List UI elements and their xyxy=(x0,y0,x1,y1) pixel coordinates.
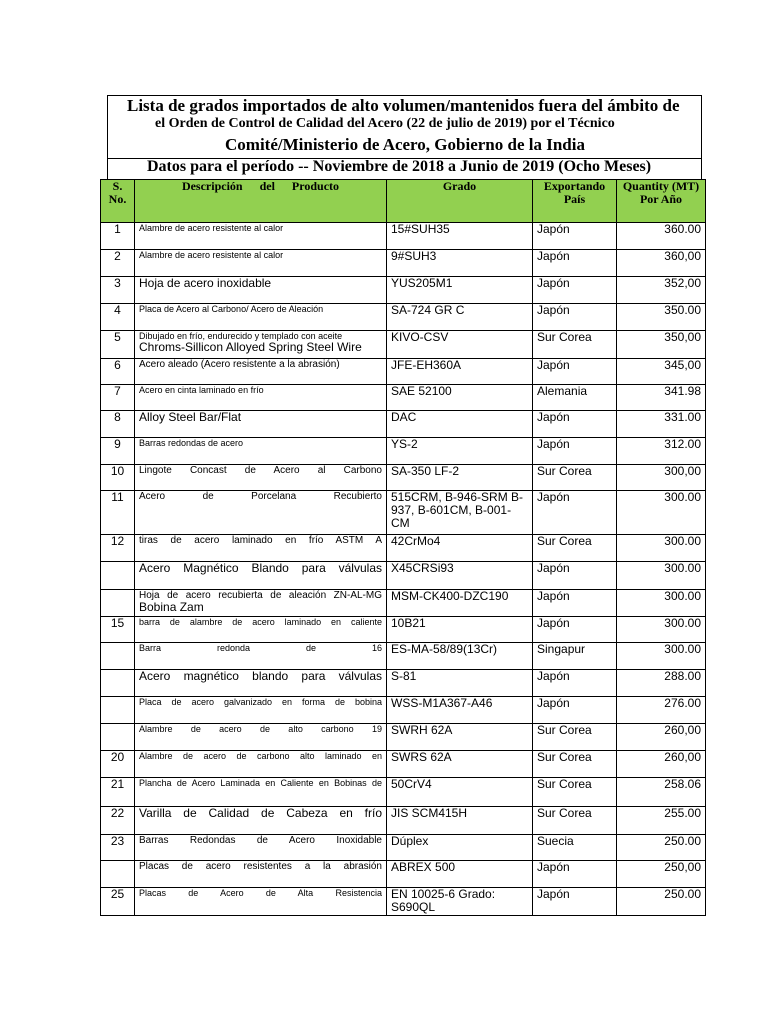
cell-country: Sur Corea xyxy=(533,778,617,807)
cell-country: Japón xyxy=(533,697,617,724)
cell-country: Japón xyxy=(533,888,617,916)
cell-quantity: 255.00 xyxy=(617,807,706,835)
cell-country: Japón xyxy=(533,617,617,643)
cell-description xyxy=(135,331,387,359)
description-text: Placa de Acero al Carbono/ Acero de Aleación xyxy=(139,304,324,314)
cell-quantity: 260,00 xyxy=(617,724,706,751)
description-text: tiras de acero laminado en frío ASTM A xyxy=(139,535,382,546)
cell-quantity: 352,00 xyxy=(617,277,706,304)
cell-description xyxy=(135,438,387,465)
description-text: Acero aleado (Acero resistente a la abrasión) xyxy=(139,359,340,370)
table-row xyxy=(101,643,706,670)
cell-description xyxy=(135,861,387,888)
cell-description xyxy=(135,491,387,535)
cell-country: Alemania xyxy=(533,385,617,411)
cell-grade: SWRS 62A xyxy=(387,751,533,778)
cell-quantity: 258.06 xyxy=(617,778,706,807)
description-text: Barra redonda de 16 xyxy=(139,643,382,653)
cell-country: Japón xyxy=(533,438,617,465)
cell-sno: 6 xyxy=(101,359,135,385)
col-header-grade: Grado xyxy=(387,180,533,223)
cell-sno: 22 xyxy=(101,807,135,835)
cell-grade: 10B21 xyxy=(387,617,533,643)
col-header-description: Descripción del Producto xyxy=(135,180,387,223)
description-text: Alloy Steel Bar/Flat xyxy=(139,410,242,424)
cell-country: Sur Corea xyxy=(533,807,617,835)
cell-quantity: 350.00 xyxy=(617,304,706,331)
cell-quantity: 360,00 xyxy=(617,250,706,277)
table-row xyxy=(101,670,706,697)
header-line-2: el Orden de Control de Calidad del Acero (22 de julio de 2019) por el Técnico xyxy=(155,116,615,131)
cell-country: Sur Corea xyxy=(533,724,617,751)
cell-sno: 15 xyxy=(101,617,135,643)
cell-sno: 21 xyxy=(101,778,135,807)
cell-country: Japón xyxy=(533,359,617,385)
table-row xyxy=(101,411,706,438)
cell-grade: 9#SUH3 xyxy=(387,250,533,277)
cell-quantity: 250.00 xyxy=(617,835,706,861)
table-header-row xyxy=(101,180,706,223)
cell-sno: 1 xyxy=(101,223,135,250)
cell-grade: KIVO-CSV xyxy=(387,331,533,359)
cell-grade: 15#SUH35 xyxy=(387,223,533,250)
cell-sno xyxy=(101,670,135,697)
cell-sno: 20 xyxy=(101,751,135,778)
cell-quantity: 331.00 xyxy=(617,411,706,438)
table-row xyxy=(101,535,706,562)
cell-country: Japón xyxy=(533,670,617,697)
cell-sno xyxy=(101,562,135,590)
table-row xyxy=(101,835,706,861)
description-text: Alambre de acero de alto carbono 19 xyxy=(139,724,382,734)
cell-sno xyxy=(101,724,135,751)
cell-sno: 25 xyxy=(101,888,135,916)
cell-country: Japón xyxy=(533,562,617,590)
cell-sno: 5 xyxy=(101,331,135,359)
description-text: barra de alambre de acero laminado en caliente xyxy=(139,617,382,627)
header-line-4: Datos para el período -- Noviembre de 2018 a Junio de 2019 (Ocho Meses) xyxy=(147,158,652,175)
cell-description xyxy=(135,807,387,835)
cell-description xyxy=(135,590,387,617)
cell-grade: SA-350 LF-2 xyxy=(387,465,533,491)
cell-country: Suecia xyxy=(533,835,617,861)
cell-quantity: 260,00 xyxy=(617,751,706,778)
col-header-country: Exportando País xyxy=(533,180,617,223)
table-row xyxy=(101,861,706,888)
cell-quantity: 350,00 xyxy=(617,331,706,359)
cell-quantity: 345,00 xyxy=(617,359,706,385)
cell-grade: SWRH 62A xyxy=(387,724,533,751)
cell-country: Japón xyxy=(533,304,617,331)
cell-grade: WSS-M1A367-A46 xyxy=(387,697,533,724)
description-text-continued: Chroms-Sillicon Alloyed Spring Steel Wire xyxy=(139,340,362,354)
cell-description xyxy=(135,277,387,304)
description-text: Placas de Acero de Alta Resistencia xyxy=(139,888,382,898)
description-text: Alambre de acero resistente al calor xyxy=(139,223,284,233)
cell-description xyxy=(135,751,387,778)
cell-country: Japón xyxy=(533,861,617,888)
cell-sno xyxy=(101,643,135,670)
cell-grade: SAE 52100 xyxy=(387,385,533,411)
cell-grade: ES-MA-58/89(13Cr) xyxy=(387,643,533,670)
cell-description xyxy=(135,465,387,491)
header-line-3: Comité/Ministerio de Acero, Gobierno de la India xyxy=(225,135,585,154)
cell-description xyxy=(135,304,387,331)
cell-quantity: 288.00 xyxy=(617,670,706,697)
cell-description xyxy=(135,888,387,916)
cell-sno: 11 xyxy=(101,491,135,535)
description-text: Placas de acero resistentes a la abrasión xyxy=(139,861,382,872)
description-text: Acero en cinta laminado en frío xyxy=(139,385,264,395)
description-text: Hoja de acero recubierta de aleación ZN-AL-MG xyxy=(139,590,382,601)
cell-sno: 9 xyxy=(101,438,135,465)
description-text: Barras Redondas de Acero Inoxidable xyxy=(139,835,382,846)
table-row xyxy=(101,331,706,359)
cell-grade: 515CRM, B-946-SRM B-937, B-601CM, B-001-CM xyxy=(387,491,533,535)
table-row xyxy=(101,617,706,643)
cell-grade: DAC xyxy=(387,411,533,438)
table-row xyxy=(101,277,706,304)
cell-grade: Dúplex xyxy=(387,835,533,861)
table-row xyxy=(101,562,706,590)
description-text: Placa de acero galvanizado en forma de bobina xyxy=(139,697,382,707)
cell-sno: 23 xyxy=(101,835,135,861)
cell-quantity: 312.00 xyxy=(617,438,706,465)
cell-country: Sur Corea xyxy=(533,331,617,359)
cell-description xyxy=(135,385,387,411)
table-row xyxy=(101,751,706,778)
grades-table xyxy=(100,179,706,916)
cell-quantity: 300.00 xyxy=(617,562,706,590)
cell-grade: JFE-EH360A xyxy=(387,359,533,385)
cell-country: Singapur xyxy=(533,643,617,670)
cell-description xyxy=(135,411,387,438)
cell-country: Japón xyxy=(533,590,617,617)
cell-country: Japón xyxy=(533,250,617,277)
cell-quantity: 300.00 xyxy=(617,491,706,535)
header-line-1: Lista de grados importados de alto volumen/mantenidos fuera del ámbito de xyxy=(127,96,680,115)
cell-country: Japón xyxy=(533,223,617,250)
description-text: Dibujado en frío, endurecido y templado con aceite xyxy=(139,331,343,341)
cell-country: Sur Corea xyxy=(533,751,617,778)
cell-country: Japón xyxy=(533,491,617,535)
cell-description xyxy=(135,778,387,807)
cell-sno xyxy=(101,861,135,888)
cell-description xyxy=(135,697,387,724)
table-row xyxy=(101,697,706,724)
cell-description xyxy=(135,250,387,277)
table-row xyxy=(101,724,706,751)
table-row xyxy=(101,778,706,807)
description-text: Acero de Porcelana Recubierto xyxy=(139,491,382,502)
cell-country: Sur Corea xyxy=(533,535,617,562)
description-text: Barras redondas de acero xyxy=(139,438,244,448)
cell-sno: 3 xyxy=(101,277,135,304)
cell-grade: YUS205M1 xyxy=(387,277,533,304)
cell-quantity: 300.00 xyxy=(617,643,706,670)
cell-grade: 42CrMo4 xyxy=(387,535,533,562)
cell-quantity: 341.98 xyxy=(617,385,706,411)
description-text: Acero magnético blando para válvulas xyxy=(139,669,382,683)
cell-country: Japón xyxy=(533,411,617,438)
cell-description xyxy=(135,724,387,751)
cell-description xyxy=(135,617,387,643)
table-row xyxy=(101,888,706,916)
cell-grade: X45CRSi93 xyxy=(387,562,533,590)
cell-sno: 12 xyxy=(101,535,135,562)
cell-grade: S-81 xyxy=(387,670,533,697)
description-text: Varilla de Calidad de Cabeza en frío xyxy=(139,806,382,820)
cell-grade: MSM-CK400-DZC190 xyxy=(387,590,533,617)
description-text: Hoja de acero inoxidable xyxy=(139,276,272,290)
cell-quantity: 276.00 xyxy=(617,697,706,724)
cell-sno xyxy=(101,590,135,617)
table-row xyxy=(101,491,706,535)
cell-sno xyxy=(101,697,135,724)
table-row xyxy=(101,359,706,385)
description-text: Plancha de Acero Laminada en Caliente en Bobinas de xyxy=(139,778,382,788)
cell-quantity: 250,00 xyxy=(617,861,706,888)
description-text-continued: Bobina Zam xyxy=(139,600,204,614)
table-row xyxy=(101,223,706,250)
cell-sno: 10 xyxy=(101,465,135,491)
cell-grade: YS-2 xyxy=(387,438,533,465)
description-text: Lingote Concast de Acero al Carbono xyxy=(139,465,382,476)
cell-quantity: 300,00 xyxy=(617,465,706,491)
cell-country: Sur Corea xyxy=(533,465,617,491)
cell-grade: EN 10025-6 Grado: S690QL xyxy=(387,888,533,916)
cell-description xyxy=(135,643,387,670)
table-row xyxy=(101,385,706,411)
cell-description xyxy=(135,223,387,250)
cell-description xyxy=(135,670,387,697)
cell-quantity: 250.00 xyxy=(617,888,706,916)
cell-sno: 7 xyxy=(101,385,135,411)
description-text: Alambre de acero de carbono alto laminado en xyxy=(139,751,382,761)
col-header-sno: S. No. xyxy=(101,180,135,223)
cell-sno: 2 xyxy=(101,250,135,277)
cell-quantity: 300.00 xyxy=(617,590,706,617)
table-row xyxy=(101,465,706,491)
table-row xyxy=(101,807,706,835)
cell-grade: SA-724 GR C xyxy=(387,304,533,331)
cell-grade: ABREX 500 xyxy=(387,861,533,888)
description-text: Alambre de acero resistente al calor xyxy=(139,250,284,260)
table-row xyxy=(101,438,706,465)
cell-grade: 50CrV4 xyxy=(387,778,533,807)
cell-description xyxy=(135,359,387,385)
cell-quantity: 300.00 xyxy=(617,535,706,562)
table-row xyxy=(101,590,706,617)
cell-country: Japón xyxy=(533,277,617,304)
cell-sno: 8 xyxy=(101,411,135,438)
cell-quantity: 360.00 xyxy=(617,223,706,250)
table-row xyxy=(101,250,706,277)
cell-description xyxy=(135,835,387,861)
cell-description xyxy=(135,535,387,562)
description-text: Acero Magnético Blando para válvulas xyxy=(139,561,382,575)
cell-grade: JIS SCM415H xyxy=(387,807,533,835)
col-header-quantity: Quantity (MT) Por Año xyxy=(617,180,706,223)
table-row xyxy=(101,304,706,331)
cell-description xyxy=(135,562,387,590)
cell-sno: 4 xyxy=(101,304,135,331)
cell-quantity: 300.00 xyxy=(617,617,706,643)
